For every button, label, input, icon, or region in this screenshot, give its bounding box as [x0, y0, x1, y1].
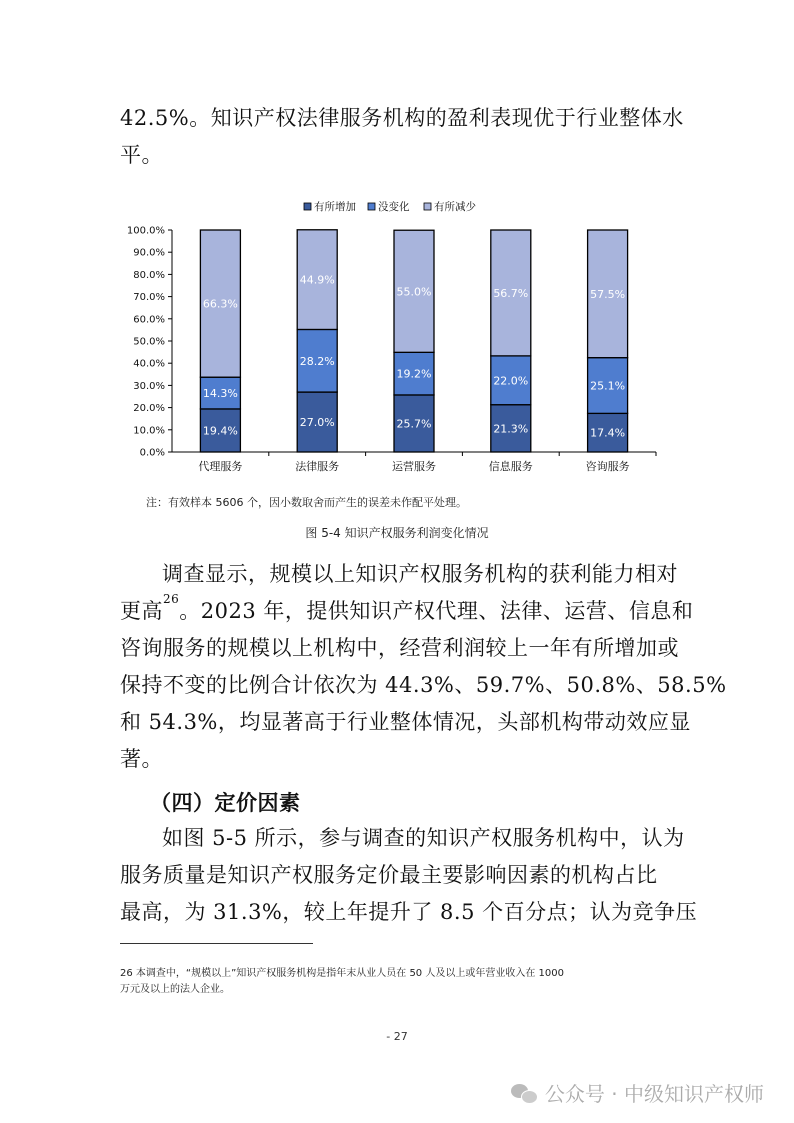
footnote	[120, 966, 680, 998]
paragraph-3	[120, 820, 698, 931]
y-tick-label: 80.0%	[133, 269, 165, 281]
profit-change-chart	[0, 0, 794, 490]
y-tick-label: 40.0%	[133, 358, 165, 370]
y-tick-label: 90.0%	[133, 247, 165, 259]
data-label: 66.3%	[202, 297, 238, 311]
chart-note: 注：有效样本 5606 个，因小数取舍而产生的误差未作配平处理。	[146, 496, 467, 509]
section-heading: （四）定价因素	[150, 790, 301, 815]
text-line: 咨询服务的规模以上机构中，经营利润较上一年有所增加或	[120, 636, 679, 660]
data-label: 28.2%	[299, 354, 335, 368]
footnote-ref[interactable]: 26	[163, 592, 180, 606]
footnote-line: 26 本调查中，“规模以上”知识产权服务机构是指年末从业人员在 50 人及以上或年营业收入在 1000	[120, 968, 564, 979]
data-label: 44.9%	[299, 273, 335, 287]
data-label: 57.5%	[590, 287, 626, 301]
text-line: 平。	[120, 143, 163, 167]
data-label: 22.0%	[493, 374, 529, 388]
text-line	[120, 592, 694, 630]
page-number: - 27	[386, 1030, 408, 1043]
legend-label: 有所增加	[314, 201, 356, 213]
data-label: 56.7%	[493, 286, 529, 300]
y-tick-label: 70.0%	[133, 292, 165, 304]
y-tick-label: 20.0%	[133, 403, 165, 415]
y-tick-label: 60.0%	[133, 314, 165, 326]
data-label: 21.3%	[493, 422, 529, 436]
text-line: 和 54.3%，均显著高于行业整体情况，头部机构带动效应显	[120, 710, 691, 734]
watermark	[511, 1078, 764, 1107]
y-tick-label: 100.0%	[126, 225, 165, 237]
data-label: 17.4%	[590, 426, 626, 440]
x-tick-label: 法律服务	[295, 460, 340, 473]
y-tick-label: 10.0%	[133, 425, 165, 437]
data-label: 25.7%	[396, 417, 432, 431]
legend-label: 没变化	[378, 201, 410, 213]
y-tick-label: 0.0%	[139, 447, 165, 459]
data-label: 55.0%	[396, 285, 432, 299]
figure-caption: 图 5-4 知识产权服务利润变化情况	[305, 526, 489, 540]
data-label: 19.2%	[396, 367, 432, 381]
legend-swatch	[368, 203, 375, 210]
x-tick-label: 代理服务	[198, 460, 243, 473]
data-label: 14.3%	[202, 387, 238, 401]
text-line: 42.5%。知识产权法律服务机构的盈利表现优于行业整体水	[120, 106, 684, 130]
text-line: 调查显示，规模以上知识产权服务机构的获利能力相对	[162, 562, 678, 586]
text-line: 保持不变的比例合计依次为 44.3%、59.7%、50.8%、58.5%	[120, 673, 727, 697]
data-label: 25.1%	[590, 379, 626, 393]
paragraph-2	[120, 556, 727, 778]
footnote-line: 万元及以上的法人企业。	[120, 984, 230, 995]
wechat-icon	[511, 1082, 539, 1104]
x-tick-label: 咨询服务	[585, 460, 630, 473]
data-label: 19.4%	[202, 424, 238, 438]
watermark-text: 公众号 · 中级知识产权师	[544, 1082, 764, 1106]
x-tick-label: 信息服务	[488, 460, 533, 473]
text-line: 最高，为 31.3%，较上年提升了 8.5 个百分点；认为竞争压	[120, 900, 698, 924]
text-segment: 更高	[120, 599, 163, 623]
legend-swatch	[424, 203, 431, 210]
y-tick-label: 50.0%	[133, 336, 165, 348]
text-line: 著。	[120, 747, 163, 771]
y-tick-label: 30.0%	[133, 380, 165, 392]
footnote-divider	[120, 943, 313, 944]
text-line: 如图 5-5 所示，参与调查的知识产权服务机构中，认为	[162, 826, 685, 850]
x-tick-label: 运营服务	[392, 460, 436, 473]
legend-swatch	[304, 203, 311, 210]
text-segment: 。2023 年，提供知识产权代理、法律、运营、信息和	[179, 599, 694, 623]
legend-label: 有所减少	[434, 201, 476, 213]
text-line: 服务质量是知识产权服务定价最主要影响因素的机构占比	[120, 863, 658, 887]
data-label: 27.0%	[299, 416, 335, 430]
